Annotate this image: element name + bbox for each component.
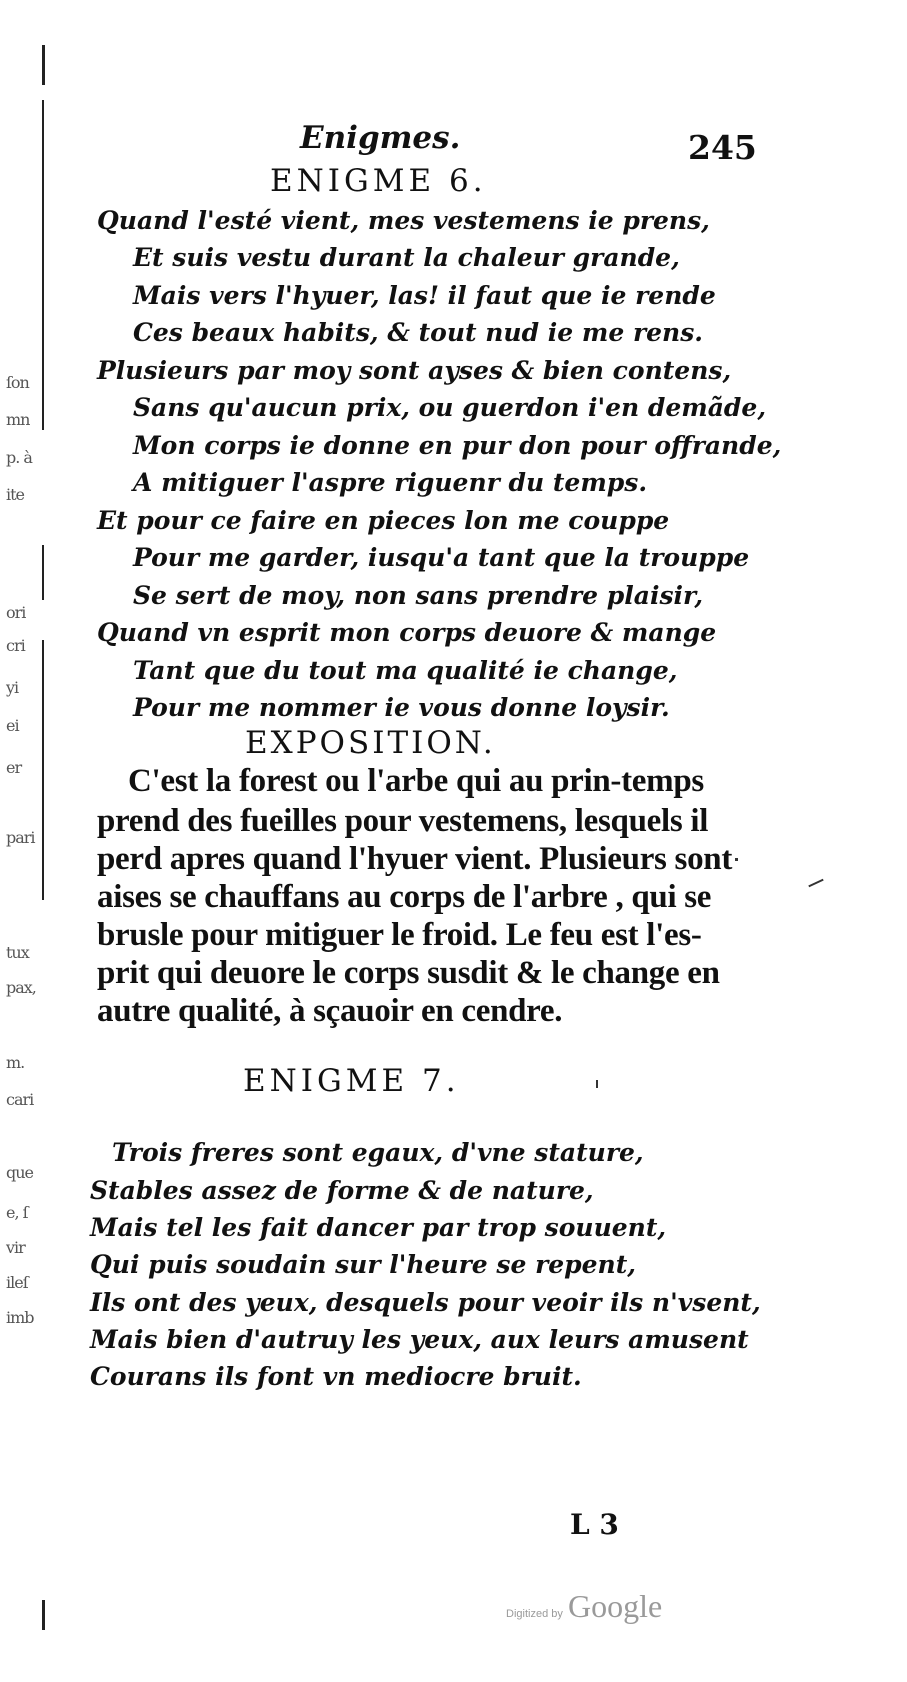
verse-line: Ces beaux habits, & tout nud ie me rens. (133, 318, 703, 347)
margin-bleed-fragment: pax, (6, 978, 36, 997)
running-head: Enigmes. (300, 120, 461, 156)
margin-bleed-fragment: pari (6, 828, 35, 847)
digitized-prefix: Digitized by (506, 1608, 563, 1620)
margin-bleed-fragment: yi (6, 678, 19, 697)
signature-mark: L 3 (570, 1508, 619, 1541)
verse-line: Et suis vestu durant la chaleur grande, (133, 243, 680, 272)
prose-line: perd apres quand l'hyuer vient. Plusieurs sont (97, 841, 733, 877)
verse-line: Quand l'esté vient, mes vestemens ie prens, (97, 206, 710, 235)
prose-line: aises se chauffans au corps de l'arbre , qui se (97, 879, 712, 915)
margin-bleed-fragment: e, ſ (6, 1203, 28, 1222)
verse-line: Se sert de moy, non sans prendre plaisir, (133, 581, 704, 610)
margin-bleed-fragment: ſon (6, 373, 29, 392)
margin-bleed-fragment: que (6, 1163, 34, 1182)
margin-bleed-fragment: ileſ (6, 1273, 28, 1292)
margin-bleed-fragment: ei (6, 716, 19, 735)
verse-line: Plusieurs par moy sont ayses & bien contens, (97, 356, 732, 385)
margin-bleed-fragment: p. à (6, 448, 32, 467)
binding-edge (42, 1600, 45, 1630)
prose-line: C'est la forest ou l'arbe qui au prin-temps (128, 763, 704, 799)
prose-line: prend des fueilles pour vestemens, lesquels il (97, 803, 709, 839)
margin-bleed-fragment: cari (6, 1090, 34, 1109)
margin-bleed-fragment: ori (6, 603, 26, 622)
verse-line: Mais vers l'hyuer, las! il faut que ie rende (133, 281, 716, 310)
margin-bleed-fragment: ite (6, 485, 25, 504)
ink-speck (735, 858, 738, 861)
margin-bleed-fragment: er (6, 758, 22, 777)
verse-line: Ils ont des yeux, desquels pour veoir ils n'vsent, (90, 1288, 761, 1317)
digitized-watermark (506, 1588, 662, 1625)
verse-line: Pour me garder, iusqu'a tant que la trouppe (133, 543, 750, 572)
google-logo: Google (567, 1588, 663, 1624)
prose-line: prit qui deuore le corps susdit & le change en (97, 955, 720, 991)
verse-line: Stables assez de forme & de nature, (90, 1176, 594, 1205)
binding-edge (42, 100, 44, 430)
exposition-heading: EXPOSITION. (245, 725, 496, 761)
verse-line: Mon corps ie donne en pur don pour offrande, (133, 431, 782, 460)
ink-speck (596, 1080, 598, 1088)
binding-edge (42, 545, 44, 600)
binding-edge (42, 45, 45, 85)
margin-bleed-fragment: vir (6, 1238, 25, 1257)
enigme-6-heading: ENIGME 6. (270, 163, 487, 199)
verse-line: Quand vn esprit mon corps deuore & mange (97, 618, 717, 647)
prose-line: brusle pour mitiguer le froid. Le feu est l'es- (97, 917, 702, 953)
verse-line: Pour me nommer ie vous donne loysir. (133, 693, 670, 722)
margin-bleed-fragment: mn (6, 410, 30, 429)
verse-line: Mais tel les fait dancer par trop souuent, (90, 1213, 667, 1242)
verse-line: Tant que du tout ma qualité ie change, (133, 656, 678, 685)
verse-line: Et pour ce faire en pieces lon me couppe (97, 506, 670, 535)
margin-bleed-fragment: tux (6, 943, 29, 962)
verse-line: Mais bien d'autruy les yeux, aux leurs amusent (90, 1325, 749, 1354)
prose-line: autre qualité, à sçauoir en cendre. (97, 993, 563, 1029)
verse-line: Sans qu'aucun prix, ou guerdon i'en demãde, (133, 393, 767, 422)
ink-speck (808, 879, 823, 888)
page-number: 245 (688, 128, 757, 167)
verse-line: A mitiguer l'aspre riguenr du temps. (133, 468, 648, 497)
enigme-7-heading: ENIGME 7. (243, 1063, 460, 1099)
binding-edge (42, 640, 44, 900)
margin-bleed-fragment: m. (6, 1053, 25, 1072)
verse-line: Qui puis soudain sur l'heure se repent, (90, 1250, 636, 1279)
margin-bleed-fragment: imb (6, 1308, 34, 1327)
verse-line: Courans ils font vn mediocre bruit. (90, 1362, 582, 1391)
verse-line: Trois freres sont egaux, d'vne stature, (112, 1138, 644, 1167)
margin-bleed-fragment: cri (6, 636, 25, 655)
